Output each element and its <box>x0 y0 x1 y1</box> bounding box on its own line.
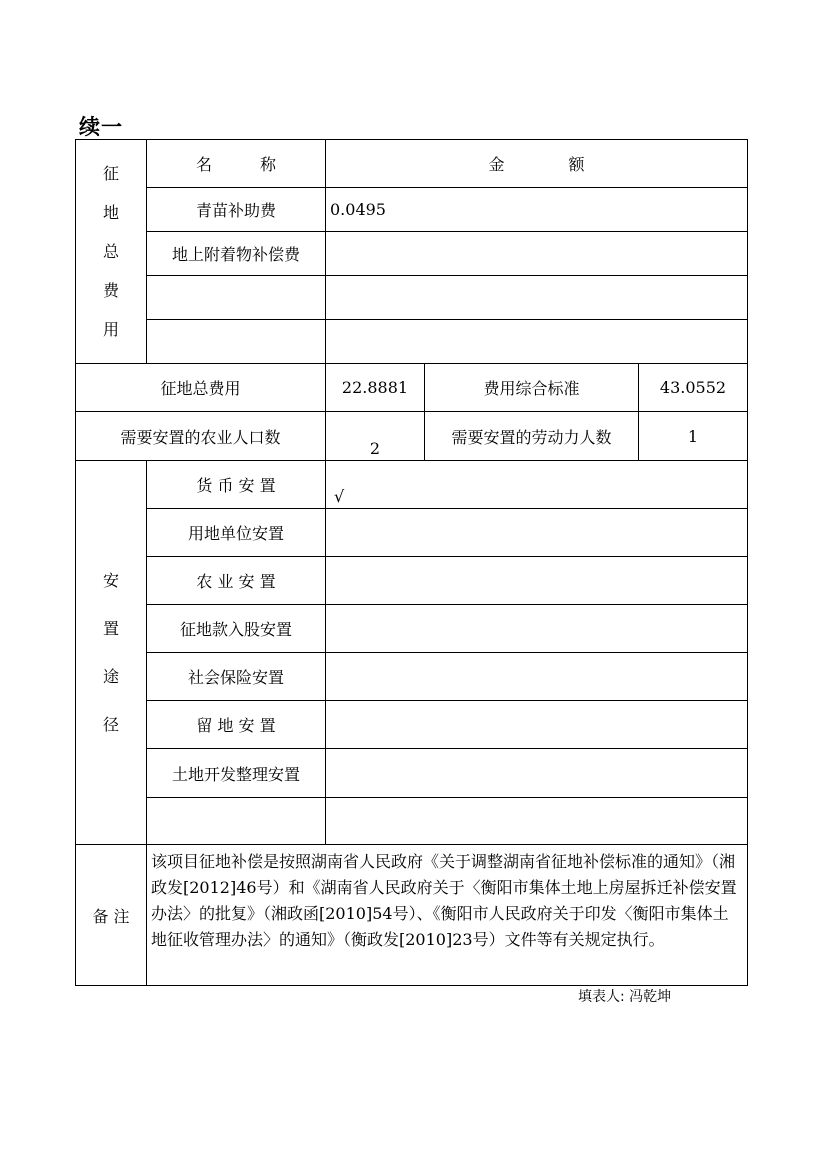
agri-population-value: 2 <box>326 412 425 461</box>
resettlement-name-cell: 社会保险安置 <box>147 653 326 701</box>
remarks-label: 备 注 <box>76 845 147 986</box>
resettlement-name-cell <box>147 798 326 845</box>
section-label-total-cost: 征 地 总 费 用 <box>76 140 147 364</box>
resettlement-value-cell <box>326 557 748 605</box>
cost-name-cell: 青苗补助费 <box>147 188 326 232</box>
resettlement-name-cell: 用地单位安置 <box>147 509 326 557</box>
resettlement-value-cell <box>326 653 748 701</box>
cost-name-cell: 地上附着物补偿费 <box>147 232 326 276</box>
resettlement-value-cell <box>326 749 748 798</box>
header-name: 名 称 <box>147 140 326 188</box>
total-cost-value: 22.8881 <box>326 364 425 412</box>
cost-amount-cell: 0.0495 <box>326 188 748 232</box>
header-amount: 金 额 <box>326 140 748 188</box>
land-acquisition-form <box>75 139 748 986</box>
total-cost-label: 征地总费用 <box>76 364 326 412</box>
cost-amount-cell <box>326 232 748 276</box>
cost-amount-cell <box>326 276 748 320</box>
labor-count-label: 需要安置的劳动力人数 <box>425 412 639 461</box>
resettlement-value-cell <box>326 509 748 557</box>
resettlement-name-cell: 土地开发整理安置 <box>147 749 326 798</box>
form-filler: 填表人: 冯乾坤 <box>578 989 672 1005</box>
agri-population-label: 需要安置的农业人口数 <box>76 412 326 461</box>
cost-standard-label: 费用综合标准 <box>425 364 639 412</box>
labor-count-value: 1 <box>639 412 748 461</box>
remarks-text: 该项目征地补偿是按照湖南省人民政府《关于调整湖南省征地补偿标准的通知》（湘政发[2012]46号）和《湖南省人民政府关于〈衡阳市集体土地上房屋拆迁补偿安置办法〉的批复》（湘政函[2010]54号）、《衡阳市人民政府关于印发〈衡阳市集体土地征收管理办法〉的通知》（衡政发[2010]23号）文件等有关规定执行。 <box>147 845 748 986</box>
page-title: 续一 <box>79 114 123 139</box>
resettlement-value-cell <box>326 605 748 653</box>
resettlement-name-cell: 征地款入股安置 <box>147 605 326 653</box>
cost-name-cell <box>147 276 326 320</box>
resettlement-name-cell: 农 业 安 置 <box>147 557 326 605</box>
cost-amount-cell <box>326 320 748 364</box>
resettlement-name-cell: 留 地 安 置 <box>147 701 326 749</box>
resettlement-name-cell: 货 币 安 置 <box>147 461 326 509</box>
cost-standard-value: 43.0552 <box>639 364 748 412</box>
resettlement-check-cell: √ <box>326 461 748 509</box>
resettlement-value-cell <box>326 701 748 749</box>
cost-name-cell <box>147 320 326 364</box>
resettlement-value-cell <box>326 798 748 845</box>
section-label-resettlement: 安 置 途 径 <box>76 461 147 845</box>
